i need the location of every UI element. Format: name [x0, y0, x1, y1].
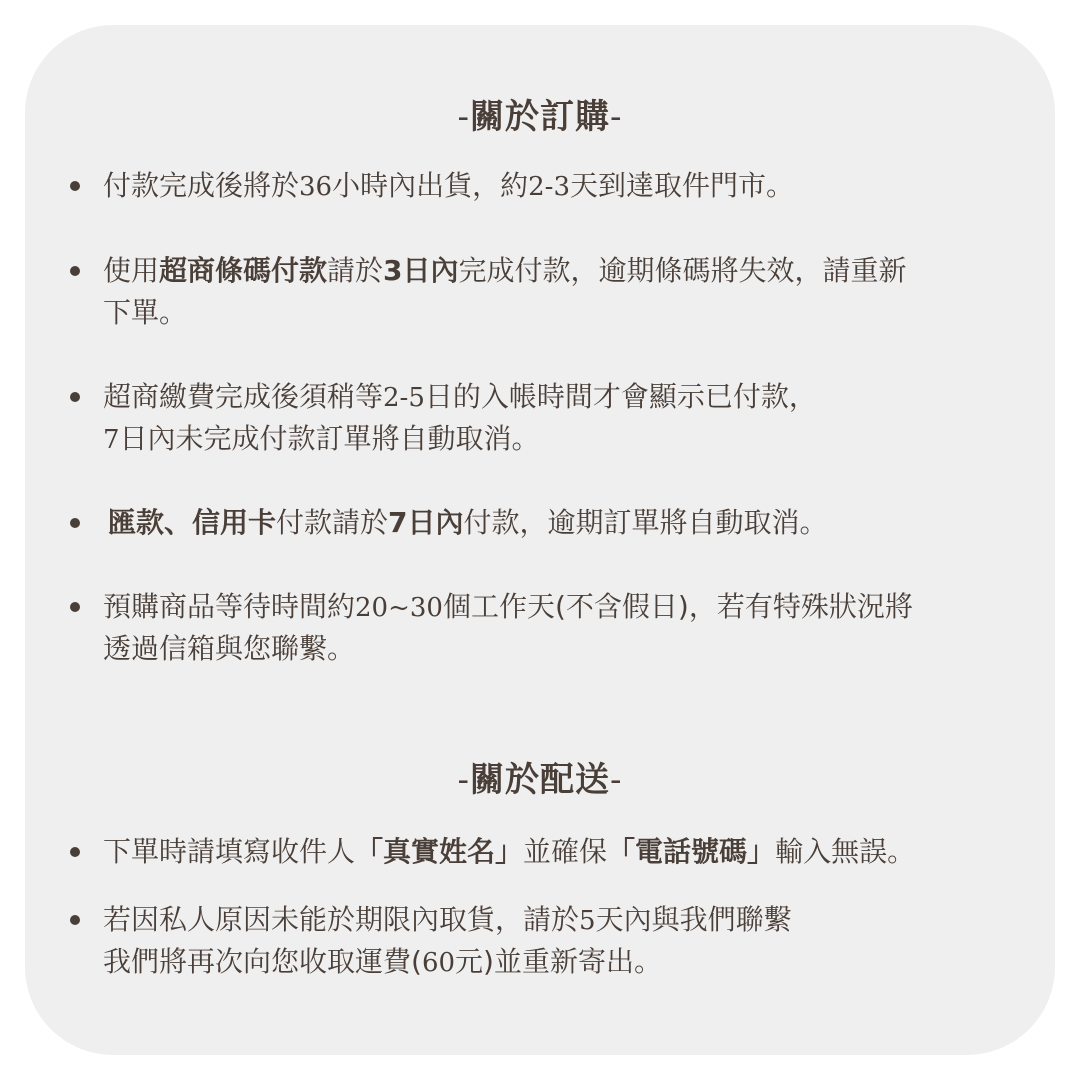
bullet-icon: [70, 847, 80, 857]
delivery-item-1-line-1: [103, 832, 915, 872]
text-segment: 使用: [103, 254, 160, 287]
number-segment: 36: [299, 172, 333, 202]
text-segment: 超商繳費完成後須稍等: [103, 380, 384, 413]
bold-segment: 「真實姓名」: [355, 835, 524, 868]
title-dash-left: -: [457, 97, 470, 137]
bullet-icon: [70, 181, 80, 191]
number-segment: 2-3: [528, 172, 570, 202]
text-segment: 請於: [327, 254, 384, 287]
text-segment: 若因私人原因未能於期限內取貨，請於: [103, 903, 580, 936]
text-segment: 天到達取件門市。: [570, 169, 795, 202]
bold-segment: 超商條碼付款: [159, 254, 328, 287]
text-segment: 元)並重新寄出。: [455, 945, 662, 978]
text-segment: 我們將再次向您收取運費(: [103, 945, 422, 978]
delivery-section-title: [0, 760, 1080, 800]
text-segment: 個工作天(不含假日)，若有特殊狀況將: [442, 590, 913, 623]
delivery-item-2-line-1: [103, 900, 792, 941]
order-title-text: 關於訂購: [470, 97, 610, 137]
bold-segment: 3日內: [383, 254, 459, 287]
bullet-icon: [70, 602, 80, 612]
order-item-3-line-1: [103, 377, 817, 418]
order-item-5-line-2: 透過信箱與您聯繫。: [103, 632, 356, 665]
text-segment: 日內未完成付款訂單將自動取消。: [119, 422, 540, 455]
bullet-icon: [70, 392, 80, 402]
order-item-2-line-1: [103, 251, 907, 291]
text-segment: 輸入無誤。: [775, 835, 916, 868]
text-segment: 預購商品等待時間約: [103, 590, 356, 623]
text-segment: 付款完成後將於: [103, 169, 300, 202]
bold-segment: 7日內: [388, 506, 464, 539]
order-item-2-line-2: 下單。: [103, 296, 188, 329]
title-dash-left: -: [457, 760, 470, 800]
text-segment: 付款，逾期訂單將自動取消。: [463, 506, 828, 539]
bold-segment: 匯款、信用卡: [108, 506, 277, 539]
text-segment: 完成付款，逾期條碼將失效，請重新: [458, 254, 907, 287]
bold-segment: 「電話號碼」: [607, 835, 776, 868]
number-segment: 7: [103, 425, 120, 455]
text-segment: 小時內出貨，約: [332, 169, 529, 202]
title-dash-right: -: [610, 97, 623, 137]
delivery-title-text: 關於配送: [470, 760, 610, 800]
order-item-5-line-1: [103, 587, 913, 628]
text-segment: 日的入帳時間才會顯示已付款，: [424, 380, 817, 413]
text-segment: 付款請於: [276, 506, 389, 539]
number-segment: 5: [579, 906, 596, 936]
order-item-3-line-2: [103, 419, 540, 460]
title-dash-right: -: [610, 760, 623, 800]
bullet-icon: [70, 266, 80, 276]
number-segment: 2-5: [383, 383, 425, 413]
bullet-icon: [70, 915, 80, 925]
number-segment: 60: [421, 948, 456, 978]
delivery-item-2-line-2: [103, 942, 662, 983]
text-segment: 並確保: [523, 835, 608, 868]
order-item-1-line-1: [103, 166, 794, 207]
number-segment: 20~30: [355, 593, 443, 623]
text-segment: 天內與我們聯繫: [595, 903, 792, 936]
bullet-icon: [70, 518, 80, 528]
text-segment: 下單時請填寫收件人: [103, 835, 356, 868]
order-item-4-line-1: [108, 503, 828, 543]
order-section-title: [0, 97, 1080, 137]
